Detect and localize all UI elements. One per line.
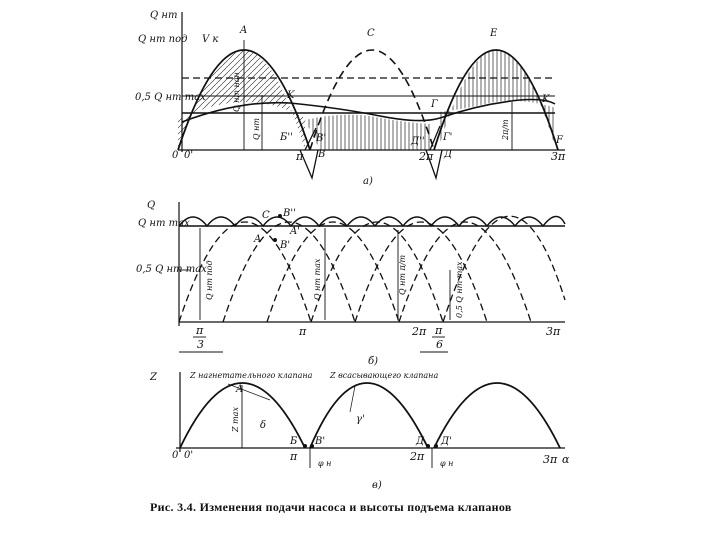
discharge-valve-lift-2 [434,383,560,448]
tick-2pi-c: 2π [410,450,425,463]
panel-a-y-label-1: Q нт [150,10,178,21]
point-f: F [556,135,563,146]
point-b-c: Б [290,436,298,447]
tick-3pi: 3π [551,150,566,163]
fraction-pi-3 [179,324,223,352]
phi-label-2: φ н [440,459,454,468]
point-c-dot [278,214,282,218]
tick-3pi-b: 3π [546,325,561,338]
panel-c [149,371,570,491]
origin-0-prime: 0' [184,150,194,161]
tick-2pi: 2π [419,150,434,163]
rot-z-max: Z max [231,407,240,432]
svg-text:π: π [435,324,443,337]
panel-a-y-label-2: Q нт под [138,34,188,45]
point-a-b: A [254,234,262,245]
point-a-prime-b: A' [290,226,300,237]
leader-note-2 [350,386,355,412]
vk-label: V к [202,34,219,45]
dashed-phase-6 [399,222,531,322]
note-suction-valve: Z всасывающего клапана [330,371,439,380]
suction-valve-lift [310,383,428,448]
point-k: K [287,90,295,101]
dot-d-prime [434,444,438,448]
point-d-dprime: Д'' [411,136,425,147]
rot-q-max: Q нт max [313,258,322,300]
point-v-prime-c: В' [315,436,326,447]
panel-b [136,200,565,367]
point-c-b: C [262,210,270,221]
angle-gamma: γ' [356,414,365,425]
leader-note-1 [228,384,270,400]
dot-d [426,444,430,448]
point-c: C [367,28,375,39]
rot-label-q: Q нт [252,118,261,140]
panel-c-tag: в) [372,480,382,491]
phi-label-1: φ н [318,459,332,468]
rot-half-q: 0,5 Q нт max [455,261,464,318]
angle-delta: δ [260,420,267,431]
rot-q-pi-m: Q нт π/m [398,254,407,295]
point-d-prime-c: Д' [441,436,452,447]
tick-pi-b: π [299,325,307,338]
svg-text:3: 3 [197,338,204,351]
point-k2: K [542,94,550,105]
rot-label-q-nan: Q нт нан [232,72,241,112]
point-b-prime-dot [273,238,277,242]
panel-a [135,10,566,187]
panel-c-y-label: Z [150,372,157,383]
tick-pi-c: π [290,450,298,463]
svg-text:6: 6 [436,338,443,351]
figure-caption: Рис. 3.4. Изменения подачи насоса и высоты подъема клапанов [150,500,512,514]
dot-b [303,444,307,448]
panel-b-y-label-2: Q нт max [138,218,190,229]
panel-b-y-label-1: Q [147,200,156,211]
panel-a-level-label: 0,5 Q нт max [135,92,206,103]
dashed-phase-4 [311,222,443,322]
rot-label-2pi-m: 2π/m [501,119,510,140]
dashed-phase-5 [355,222,487,322]
point-a-c: A [236,384,244,395]
panel-b-level-label: 0,5 Q нт max [136,264,207,275]
point-v-prime: В' [316,133,327,144]
point-b-prime: Б'' [280,132,293,143]
dashed-phase-3 [267,222,399,322]
point-d: Д [444,149,453,160]
point-g: Г [431,99,438,110]
origin-0: 0 [172,150,179,161]
dashed-phase-2 [223,222,355,322]
point-b-prime-b: B' [280,240,291,251]
point-a: A [240,25,248,36]
svg-text:π: π [196,324,204,337]
point-g-prime: Г' [443,132,453,143]
scalloped-flow-curve [179,216,565,226]
dot-v-prime [310,444,314,448]
point-d-c: Д [416,436,425,447]
point-v: В [318,149,326,160]
rot-q-pod: Q нт под [205,260,214,300]
origin-0-prime-c: 0' [184,450,194,461]
note-discharge-valve: Z нагнетательного клапана [190,371,313,380]
point-e: E [490,28,498,39]
tick-alpha-c: α [562,453,570,466]
panel-b-tag: б) [368,356,379,367]
tick-2pi-b: 2π [412,325,427,338]
tick-3pi-c: 3π [543,453,558,466]
tick-pi: π [296,150,304,163]
point-b-dprime-b: B'' [283,208,296,219]
panel-a-tag: а) [363,176,373,187]
origin-0-c: 0 [172,450,179,461]
